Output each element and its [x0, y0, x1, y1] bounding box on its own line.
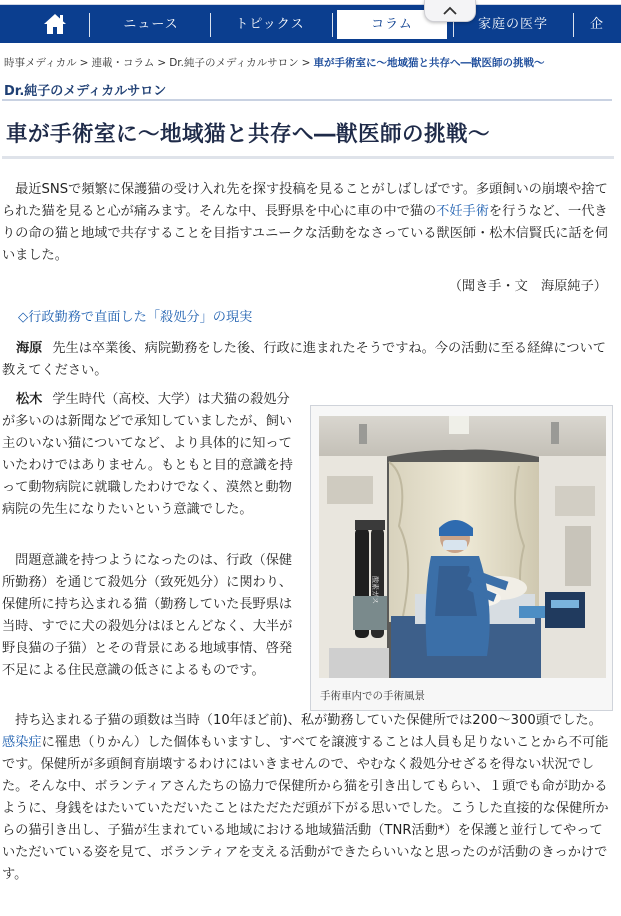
- section-heading: ◇行政勤務で直面した「殺処分」の現実: [18, 310, 253, 325]
- collapse-toggle[interactable]: [424, 0, 476, 22]
- series-title[interactable]: Dr.純子のメディカルサロン: [4, 84, 167, 99]
- figure-caption: 手術車内での手術風景: [320, 690, 425, 702]
- surgery-photo[interactable]: [319, 416, 606, 678]
- nav-divider: [332, 13, 333, 37]
- nav-item-home-medicine[interactable]: 家庭の医学: [477, 17, 548, 32]
- article-lead: [2, 179, 612, 267]
- surgery-van-image: [319, 416, 606, 678]
- title-divider: [2, 156, 614, 159]
- home-icon: [43, 13, 67, 35]
- speaker-name: 海原: [16, 341, 43, 356]
- paragraph-text: に罹患（りかん）した個体もいますし、すべてを譲渡することは人員も足りないことから不可能です。保健所が多頭飼育崩壊するわけにはいきませんので、やむなく殺処分せざるを得ない状況でした。そんな中、ボランティアさんたちの協力で保健所から猫を引き出してもらい、１頭でも命が助かるように、身銭をはたいていただいたことはただただ頭が下がる思いでした。こうした直接的な保健所からの猫引き出し、子猫が生まれている地域における地域猫活動（TNR活動*）を保護と並行してやっていただいている姿を見て、ボランティアを支える活動ができたらいいなと思ったのが活動のきっかけです。: [2, 735, 609, 882]
- nav-item-topics[interactable]: トピックス: [235, 17, 305, 32]
- chevron-up-icon: [442, 6, 458, 16]
- article-paragraph: 問題意識を持つようになったのは、行政（保健所勤務）を通じて殺処分（致死処分）に関わり、保健所に持ち込まれる猫（勤務していた長野県は当時、すでに犬の殺処分はほとんどなく、大半が野良猫の子猫）とその背景にある地域事情、啓発不足による住民意識の低さによるものです。: [2, 553, 293, 678]
- nav-item-column[interactable]: コラム: [337, 10, 447, 39]
- paragraph-text: 持ち込まれる子猫の頭数は当時（10年ほど前)、私が勤務していた保健所では200～300頭でした。: [2, 713, 602, 728]
- breadcrumb-current: 車が手術室に～地域猫と共存へ―獣医師の挑戦～: [313, 57, 545, 69]
- nav-divider: [89, 13, 90, 37]
- series-divider: [2, 99, 612, 101]
- article-paragraph: [2, 710, 614, 886]
- article-figure: [310, 405, 613, 711]
- interview-question: [2, 338, 612, 382]
- page-title: 車が手術室に～地域猫と共存へ―獣医師の挑戦～: [6, 122, 491, 147]
- breadcrumb-separator: >: [79, 57, 89, 69]
- breadcrumb-item[interactable]: 時事メディカル: [4, 57, 77, 69]
- glossary-link[interactable]: 感染症: [2, 735, 42, 750]
- breadcrumb: [4, 55, 544, 70]
- glossary-link[interactable]: 不妊手術: [436, 204, 489, 219]
- nav-home-button[interactable]: [32, 9, 78, 39]
- oxygen-tank-label: 酸素ガス: [371, 576, 379, 604]
- breadcrumb-separator: >: [157, 57, 167, 69]
- answer-text: 学生時代（高校、大学）は犬猫の殺処分が多いのは新聞などで承知していましたが、飼い主のいない猫についてなど、より具体的に知っていたわけではありません。もともと目的意識を持って動物病院に就職したわけでなく、漠然と動物病院の先生になりたいという意識でした。: [2, 392, 293, 517]
- question-text: 先生は卒業後、病院勤務をした後、行政に進まれたそうですね。今の活動に至る経緯について教えてください。: [2, 341, 606, 378]
- nav-item-more[interactable]: 企: [590, 17, 605, 32]
- byline: （聞き手・文 海原純子）: [448, 279, 607, 294]
- nav-divider: [210, 13, 211, 37]
- interview-answer: [2, 389, 294, 521]
- global-nav: [0, 4, 621, 43]
- nav-divider: [573, 13, 574, 37]
- breadcrumb-item[interactable]: Dr.純子のメディカルサロン: [169, 57, 299, 69]
- speaker-name: 松木: [16, 392, 43, 407]
- breadcrumb-separator: >: [301, 57, 311, 69]
- breadcrumb-item[interactable]: 連載・コラム: [91, 57, 155, 69]
- lead-text: を行うなど、一代きりの命の猫と地域で共存することを目指すユニークな活動をなさっている獣医師・松木信賢氏に話を伺いました。: [2, 204, 608, 263]
- nav-item-news[interactable]: ニュース: [123, 17, 179, 32]
- lead-text: 最近SNSで頻繁に保護猫の受け入れ先を探す投稿を見ることがしばしばです。多頭飼いの崩壊や捨てられた猫を見ると心が痛みます。そんな中、長野県を中心に車の中で猫の: [2, 182, 608, 219]
